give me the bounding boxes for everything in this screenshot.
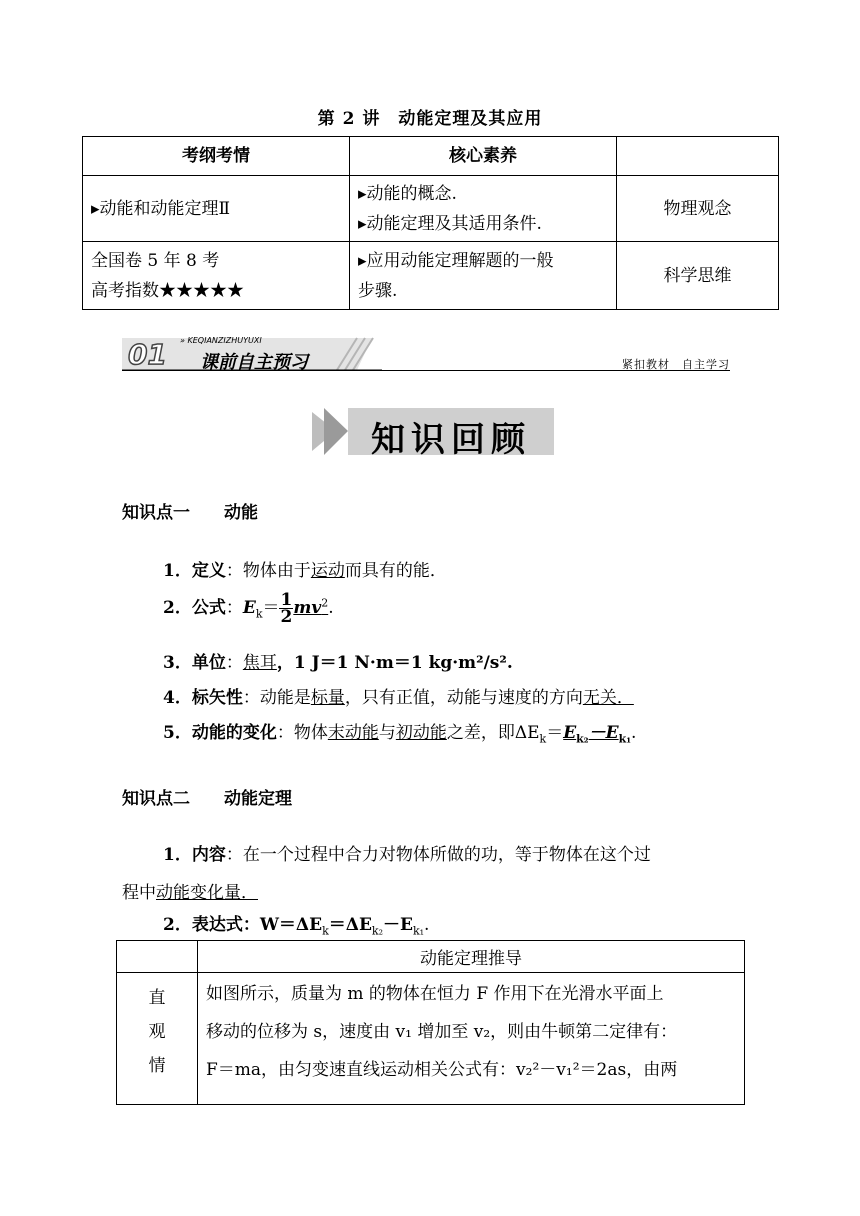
table-cell bbox=[350, 242, 617, 310]
table-cell bbox=[350, 176, 617, 242]
table-row bbox=[117, 941, 745, 973]
kp1-item-1: 1．定义：物体由于运动而具有的能． bbox=[163, 561, 447, 581]
header-cell: 考纲考情 bbox=[83, 137, 350, 176]
exam-table bbox=[82, 136, 779, 310]
header-cell bbox=[617, 137, 779, 176]
banner-number: 01 bbox=[128, 338, 167, 371]
kp2-heading: 知识点二 动能定理 bbox=[122, 789, 292, 809]
kp1-item-5: 5．动能的变化：物体末动能与初动能之差，即$\Delta E_k=E_{k_2}-E_{k_1}$. bbox=[163, 723, 637, 746]
table-cell bbox=[83, 176, 350, 242]
cell-line: ▸动能的概念. bbox=[358, 183, 457, 204]
section-banner bbox=[122, 336, 730, 372]
side-label: 直 观 情 bbox=[117, 973, 198, 1105]
cell-line: 全国卷 5 年 8 考 bbox=[91, 250, 220, 271]
table-cell: 科学思维 bbox=[617, 242, 779, 310]
banner-pinyin: » KEQIANZIZHUYUXI bbox=[180, 336, 262, 345]
kp1-item-4: 4．标矢性：动能是标量，只有正值，动能与速度的方向无关． bbox=[163, 688, 634, 708]
banner-title: 课前自主预习 bbox=[200, 352, 308, 373]
derivation-table bbox=[116, 940, 745, 1105]
kp2-item-1: 1．内容：在一个过程中合力对物体所做的功，等于物体在这个过 程中动能变化量． bbox=[122, 845, 651, 903]
exam-table-header bbox=[83, 137, 779, 176]
derivation-text: 如图所示，质量为 m 的物体在恒力 F 作用下在光滑水平面上 移动的位移为 s，速度由 v₁ 增加至 v₂，则由牛顿第二定律有： F＝ma，由匀变速直线运动相关公式有：v₂²－v₁²＝2as，由两 bbox=[198, 973, 745, 1105]
table-cell bbox=[117, 941, 198, 973]
lesson-title: 第 2 讲 动能定理及其应用 bbox=[317, 109, 543, 129]
table-cell bbox=[83, 242, 350, 310]
knowledge-heading bbox=[310, 408, 554, 460]
kp1-heading: 知识点一 动能 bbox=[122, 503, 258, 523]
chevron-icon: » bbox=[180, 336, 185, 345]
derivation-header: 动能定理推导 bbox=[198, 941, 745, 973]
kp2-item-2: 2．表达式：$W=\Delta E_k=\Delta E_{k_2}-E_{k_1}$. bbox=[163, 915, 430, 938]
kp1-item-3: 3．单位：焦耳，1 J＝1 N·m＝1 kg·m²/s². bbox=[163, 653, 513, 673]
table-row bbox=[117, 973, 745, 1105]
cell-line: 步骤. bbox=[358, 280, 398, 301]
cell-line: ▸应用动能定理解题的一般 bbox=[358, 250, 554, 271]
formula-underlined: $\frac{1}{2}$ $mv^2$ bbox=[280, 590, 329, 627]
table-row bbox=[83, 242, 779, 310]
table-row bbox=[83, 176, 779, 242]
knowledge-heading-text: 知识回顾 bbox=[371, 420, 531, 460]
cell-line: ▸动能和动能定理Ⅱ bbox=[91, 198, 231, 219]
header-cell: 核心素养 bbox=[350, 137, 617, 176]
table-cell: 物理观念 bbox=[617, 176, 779, 242]
cell-line: 高考指数★★★★★ bbox=[91, 280, 244, 301]
arrow-icon bbox=[310, 408, 350, 455]
cell-line: ▸动能定理及其适用条件. bbox=[358, 213, 542, 234]
banner-subtitle: 紧扣教材 自主学习 bbox=[622, 358, 730, 371]
kp1-item-2: 2．公式：$E_k=$ $\frac{1}{2}$ $mv^2$. bbox=[163, 590, 334, 627]
